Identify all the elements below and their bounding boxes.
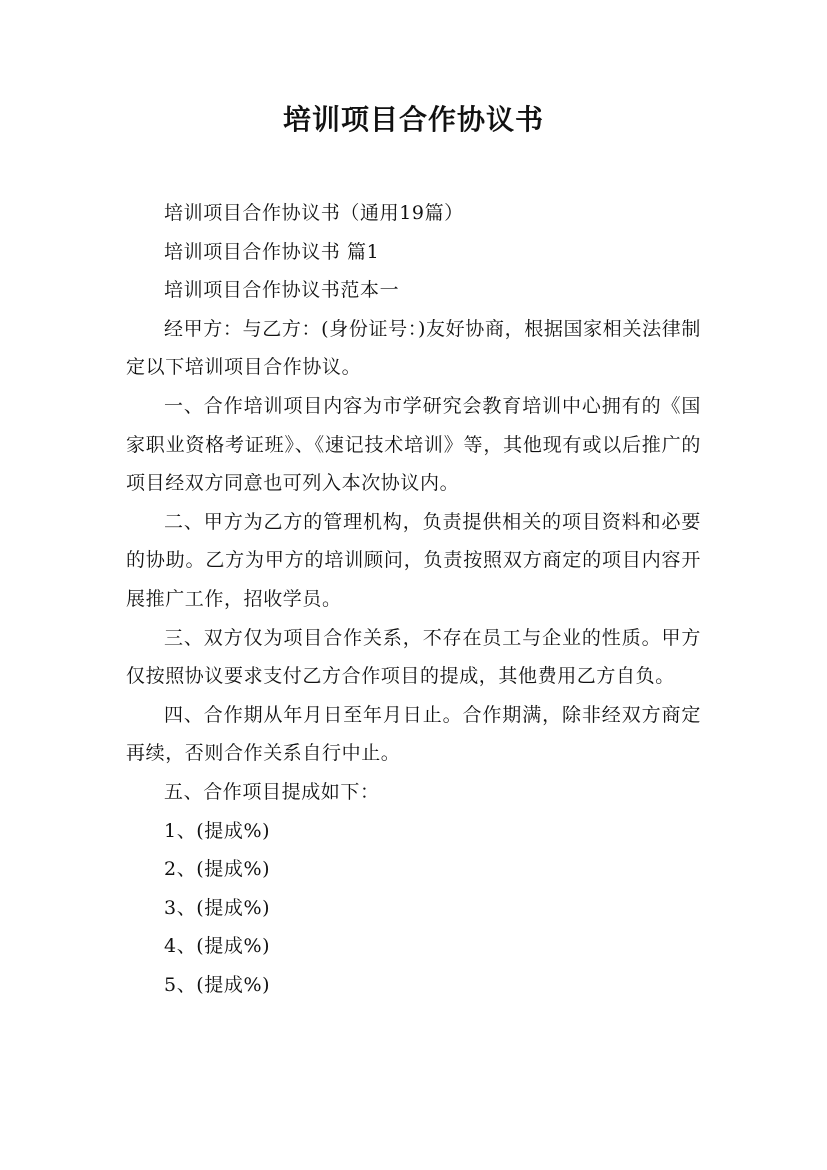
list-item-commission-2: 2、(提成%)	[164, 858, 271, 881]
document-body	[126, 194, 701, 1004]
paragraph-clause-5: 五、合作项目提成如下：	[164, 780, 380, 803]
paragraph-clause-3: 三、双方仅为项目合作关系，不存在员工与企业的性质。甲方仅按照协议要求支付乙方合作项目的提成，其他费用乙方自负。	[126, 626, 701, 688]
list-item-commission-3: 3、(提成%)	[164, 896, 271, 919]
heading-article-1: 培训项目合作协议书 篇1	[164, 240, 380, 263]
heading-template-1: 培训项目合作协议书范本一	[164, 279, 400, 302]
paragraph-clause-1: 一、合作培训项目内容为市学研究会教育培训中心拥有的《国家职业资格考证班》、《速记技术培训》等，其他现有或以后推广的项目经双方同意也可列入本次协议内。	[126, 394, 701, 495]
list-item-commission-4: 4、(提成%)	[164, 935, 271, 958]
paragraph-clause-4: 四、合作期从年月日至年月日止。合作期满，除非经双方商定再续，否则合作关系自行中止。	[126, 703, 701, 765]
heading-collection: 培训项目合作协议书（通用19篇）	[164, 202, 464, 224]
paragraph-preamble: 经甲方：与乙方：(身份证号：)友好协商，根据国家相关法律制定以下培训项目合作协议。	[126, 317, 701, 379]
list-item-commission-5: 5、(提成%)	[164, 973, 271, 996]
document-title: 培训项目合作协议书	[282, 103, 544, 136]
paragraph-clause-2: 二、甲方为乙方的管理机构，负责提供相关的项目资料和必要的协助。乙方为甲方的培训顾问，负责按照双方商定的项目内容开展推广工作，招收学员。	[126, 510, 701, 610]
list-item-commission-1: 1、(提成%)	[164, 819, 271, 842]
